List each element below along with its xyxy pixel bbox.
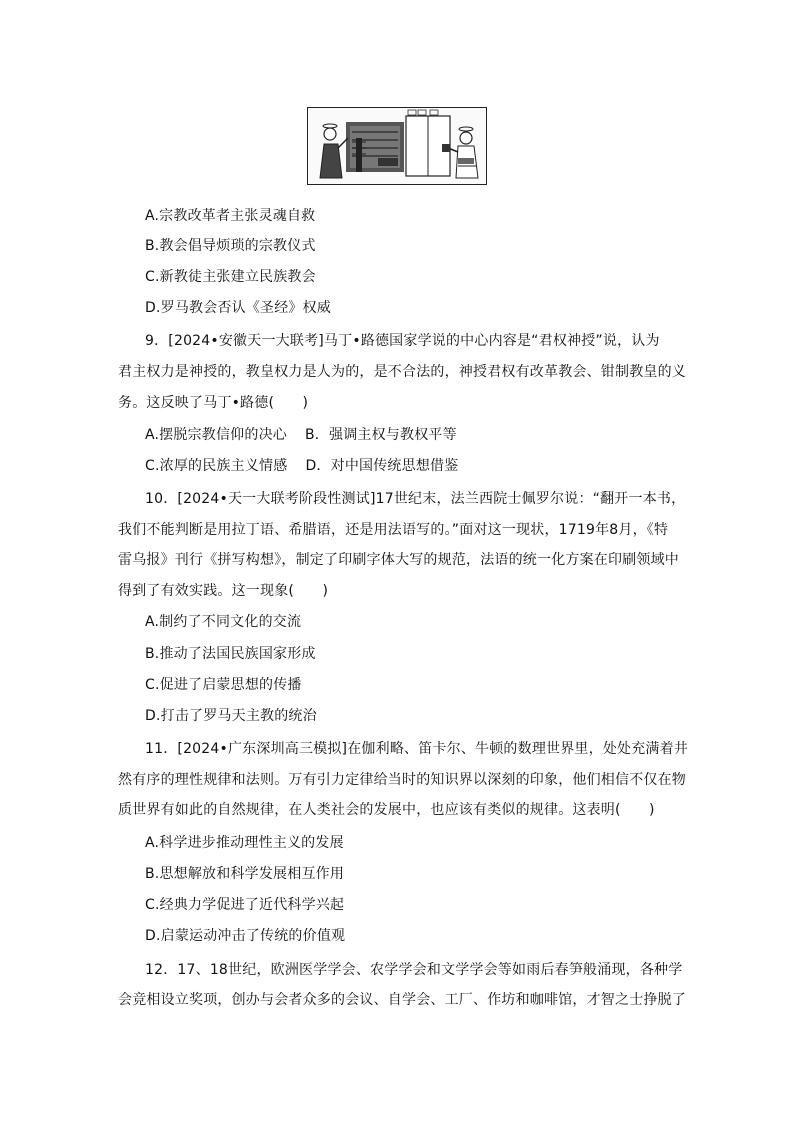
q10-option-b: B.推动了法国民族国家形成 bbox=[145, 646, 316, 662]
q10-stem-line-4: 得到了有效实践。这一现象( ) bbox=[118, 583, 329, 599]
q11-stem-line-3: 质世界有如此的自然规律，在人类社会的发展中，也应该有类似的规律。这表明( ) bbox=[118, 802, 655, 818]
q9-stem-line-3: 务。这反映了马丁•路德( ) bbox=[118, 395, 309, 411]
q9-option-d: D．对中国传统思想借鉴 bbox=[305, 458, 459, 474]
q8-option-b: B.教会倡导烦琐的宗教仪式 bbox=[145, 238, 316, 254]
q11-option-b: B.思想解放和科学发展相互作用 bbox=[145, 866, 345, 882]
q12-stem-line-1: 12．17、18世纪，欧洲医学学会、农学学会和文学学会等如雨后春笋般涌现，各种学 bbox=[145, 962, 683, 978]
q11-option-c: C.经典力学促进了近代科学兴起 bbox=[145, 897, 345, 913]
q11-option-d: D.启蒙运动冲击了传统的价值观 bbox=[145, 928, 346, 944]
q9-option-b: B．强调主权与教权平等 bbox=[304, 427, 457, 443]
q10-option-c: C.促进了启蒙思想的传播 bbox=[145, 677, 302, 693]
q10-stem-line-1: 10．[2024•天一大联考阶段性测试]17世纪末，法兰西院士佩罗尔说：“翻开一本书， bbox=[145, 491, 686, 507]
q9-stem-line-1: 9．[2024•安徽天一大联考]马丁•路德国家学说的中心内容是“君权神授”说，认为 bbox=[145, 333, 660, 349]
q9-option-c: C.浓厚的民族主义情感 bbox=[145, 458, 288, 474]
q9-options-row-1 bbox=[145, 425, 457, 445]
q10-option-d: D.打击了罗马天主教的统治 bbox=[145, 708, 317, 724]
q11-stem-line-1: 11．[2024•广东深圳高三模拟]在伽利略、笛卡尔、牛顿的数理世界里，处处充满着井 bbox=[145, 741, 689, 757]
q8-option-a: A.宗教改革者主张灵魂自救 bbox=[145, 208, 316, 224]
q10-stem-line-2: 我们不能判断是用拉丁语、希腊语，还是用法语写的。”面对这一现状，1719年8月，《特 bbox=[118, 522, 669, 538]
cartoon-illustration-icon bbox=[308, 108, 487, 185]
q9-option-a: A.摆脱宗教信仰的决心 bbox=[145, 427, 287, 443]
q8-option-d: D.罗马教会否认《圣经》权威 bbox=[145, 300, 332, 316]
q10-stem-line-3: 雷乌报》刊行《拼写构想》，制定了印刷字体大写的规范，法语的统一化方案在印刷领域中 bbox=[118, 552, 679, 568]
q8-option-c: C.新教徒主张建立民族教会 bbox=[145, 269, 316, 285]
q10-option-a: A.制约了不同文化的交流 bbox=[145, 614, 302, 630]
q11-stem-line-2: 然有序的理性规律和法则。万有引力定律给当时的知识界以深刻的印象，他们相信不仅在物 bbox=[118, 772, 686, 788]
cartoon-figure bbox=[307, 107, 487, 185]
q12-stem-line-2: 会竞相设立奖项，创办与会者众多的会议、自学会、工厂、作坊和咖啡馆，才智之士挣脱了 bbox=[118, 992, 686, 1008]
q9-options-row-2 bbox=[145, 456, 458, 476]
q11-option-a: A.科学进步推动理性主义的发展 bbox=[145, 835, 344, 851]
q9-stem-line-2: 君主权力是神授的，教皇权力是人为的，是不合法的，神授君权有改革教会、钳制教皇的义 bbox=[118, 364, 686, 380]
